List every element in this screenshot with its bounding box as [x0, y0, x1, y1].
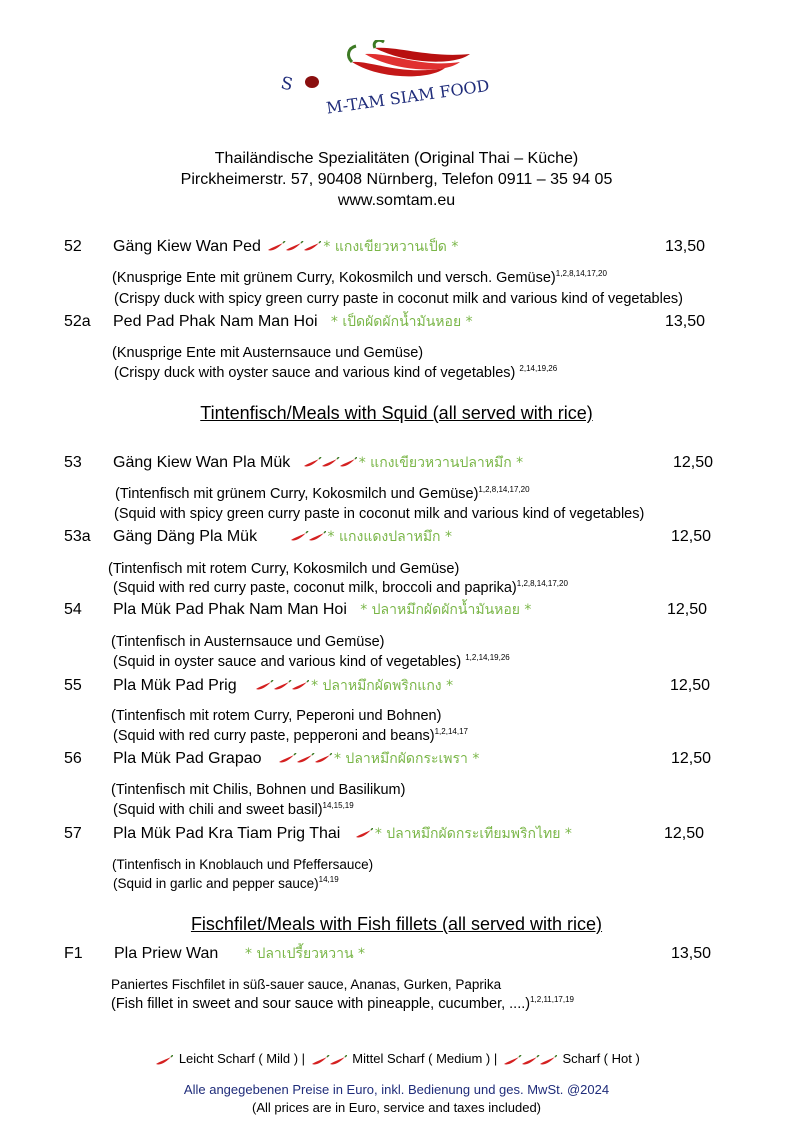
- item-name-row: [113, 238, 458, 256]
- chili-icon-3: [503, 1052, 557, 1067]
- header-website[interactable]: www.somtam.eu: [337, 192, 456, 209]
- item-price: 13,50: [671, 945, 712, 962]
- chili-icon-3: [267, 238, 321, 256]
- item-desc-en: (Squid in garlic and pepper sauce)$^{14,19}$: [113, 875, 339, 891]
- item-number: F1: [64, 945, 83, 962]
- restaurant-header: [0, 148, 793, 211]
- item-desc-de: Paniertes Fischfilet in süß-sauer sauce, Ananas, Gurken, Paprika: [111, 977, 502, 992]
- item-price: 13,50: [665, 313, 706, 330]
- item-number: 53: [64, 454, 82, 471]
- item-thai-name: * ปลาหมึกผัดกระเทียมพริกไทย *: [374, 826, 572, 843]
- item-desc-de: (Knusprige Ente mit grünem Curry, Kokosmilch und versch. Gemüse)$^{1,2,8,14,17,20}$: [112, 269, 607, 286]
- item-number: 54: [64, 601, 82, 618]
- item-name: Pla Mük Pad Grapao: [113, 750, 262, 768]
- item-desc-en: (Squid in oyster sauce and various kind of vegetables) $^{1,2,14,19,26}$: [113, 653, 510, 670]
- item-name: Pla Mük Pad Prig: [113, 677, 237, 695]
- item-desc-de: (Tintenfisch mit rotem Curry, Peperoni und Bohnen): [111, 708, 442, 724]
- section-title-squid: Tintenfisch/Meals with Squid (all served with rice): [200, 403, 593, 423]
- item-name: Pla Mük Pad Phak Nam Man Hoi: [113, 601, 347, 618]
- svg-text:M-TAM SIAM FOOD: M-TAM SIAM FOOD: [325, 75, 491, 118]
- chili-icon-2: [311, 1052, 347, 1067]
- section-title-fish: Fischfilet/Meals with Fish fillets (all served with rice): [190, 914, 603, 934]
- chili-icon-3: [278, 750, 332, 768]
- item-desc-de: (Knusprige Ente mit Austernsauce und Gemüse): [112, 345, 424, 361]
- item-thai-name: * ปลาหมึกผัดกระเพรา *: [333, 751, 480, 768]
- chili-icon-3: [255, 677, 309, 695]
- footer-prices-de: Alle angegebenen Preise in Euro, inkl. Bedienung und ges. MwSt. @2024: [183, 1082, 610, 1097]
- chili-icon-1: [155, 1052, 173, 1067]
- item-thai-name: * แกงเขียวหวานเป็ด *: [323, 239, 459, 256]
- legend-medium: Mittel Scharf ( Medium ) |: [352, 1051, 498, 1066]
- item-price: 12,50: [664, 825, 705, 842]
- item-desc-en: (Fish fillet in sweet and sour sauce with pineapple, cucumber, ....)$^{1,2,11,17,19}$: [111, 995, 574, 1012]
- item-name: Pla Priew Wan: [114, 945, 219, 962]
- item-desc-en: (Squid with red curry paste, coconut milk, broccoli and paprika)$^{1,2,8,14,17,20}$: [113, 579, 568, 596]
- item-price: 12,50: [671, 750, 712, 767]
- item-name-row: [113, 313, 473, 331]
- logo: [270, 40, 550, 130]
- item-name: Pla Mük Pad Kra Tiam Prig Thai: [113, 825, 341, 843]
- item-price: 12,50: [671, 528, 712, 545]
- item-desc-de: (Tintenfisch mit rotem Curry, Kokosmilch und Gemüse): [108, 561, 460, 577]
- item-thai-name: * ปลาหมึกผัดพริกแกง *: [311, 678, 454, 695]
- item-desc-de: (Tintenfisch in Austernsauce und Gemüse): [111, 634, 385, 650]
- spiciness-legend: [0, 1051, 793, 1067]
- chili-icon-2: [290, 528, 326, 546]
- item-desc-en: (Squid with chili and sweet basil)$^{14,15,19}$: [113, 801, 354, 818]
- item-thai-name: * แกงแดงปลาหมึก *: [327, 529, 452, 546]
- item-name-row: [113, 601, 531, 619]
- item-desc-de: (Tintenfisch mit Chilis, Bohnen und Basilikum): [111, 782, 406, 798]
- item-name-row: [113, 825, 572, 843]
- item-desc-en: (Crispy duck with oyster sauce and various kind of vegetables) $^{2,14,19,26}$: [114, 364, 558, 381]
- item-name: Gäng Kiew Wan Pla Mük: [113, 454, 291, 472]
- legend-hot: Scharf ( Hot ): [562, 1051, 640, 1066]
- item-desc-en: (Squid with spicy green curry paste in coconut milk and various kind of vegetables): [114, 506, 645, 522]
- item-name-row: [113, 454, 523, 472]
- item-number: 52: [64, 238, 82, 255]
- item-price: 12,50: [667, 601, 708, 618]
- chili-icon-1: [355, 825, 373, 843]
- item-price: 12,50: [673, 454, 714, 471]
- item-name-row: [113, 750, 479, 768]
- item-number: 55: [64, 677, 82, 694]
- item-desc-de: (Tintenfisch in Knoblauch und Pfeffersauce): [112, 857, 374, 872]
- footer-prices-en: (All prices are in Euro, service and taxes included): [251, 1100, 542, 1115]
- item-name: Gäng Kiew Wan Ped: [113, 238, 261, 256]
- item-thai-name: * ปลาเปรี้ยวหวาน *: [245, 946, 366, 962]
- item-name: Gäng Däng Pla Mük: [113, 528, 258, 546]
- item-number: 56: [64, 750, 82, 767]
- item-number: 57: [64, 825, 82, 842]
- item-price: 13,50: [665, 238, 706, 255]
- item-desc-de: (Tintenfisch mit grünem Curry, Kokosmilch und Gemüse)$^{1,2,8,14,17,20}$: [115, 485, 530, 502]
- item-name-row: [113, 528, 452, 546]
- item-thai-name: * ปลาหมึกผัดผักน้ำมันหอย *: [360, 602, 532, 618]
- svg-text:S: S: [278, 73, 295, 96]
- item-price: 12,50: [670, 677, 711, 694]
- item-name: Ped Pad Phak Nam Man Hoi: [113, 313, 318, 330]
- item-desc-en: (Squid with red curry paste, pepperoni and beans)$^{1,2,14,17}$: [113, 727, 468, 744]
- item-thai-name: * แกงเขียวหวานปลาหมึก *: [358, 455, 524, 472]
- item-desc-en: (Crispy duck with spicy green curry paste in coconut milk and various kind of vegetables): [114, 291, 683, 307]
- item-name-row: [113, 677, 453, 695]
- legend-mild: Leicht Scharf ( Mild ) |: [178, 1051, 306, 1066]
- item-name-row: [114, 945, 365, 963]
- item-thai-name: * เป็ดผัดผักน้ำมันหอย *: [330, 314, 473, 330]
- header-address: Pirckheimerstr. 57, 90408 Nürnberg, Telefon 0911 – 35 94 05: [180, 171, 613, 188]
- chili-logo-icon: [270, 40, 550, 130]
- item-number: 53a: [64, 528, 91, 545]
- header-subtitle: Thailändische Spezialitäten (Original Thai – Küche): [214, 150, 579, 167]
- chili-icon-3: [303, 454, 357, 472]
- item-number: 52a: [64, 313, 91, 330]
